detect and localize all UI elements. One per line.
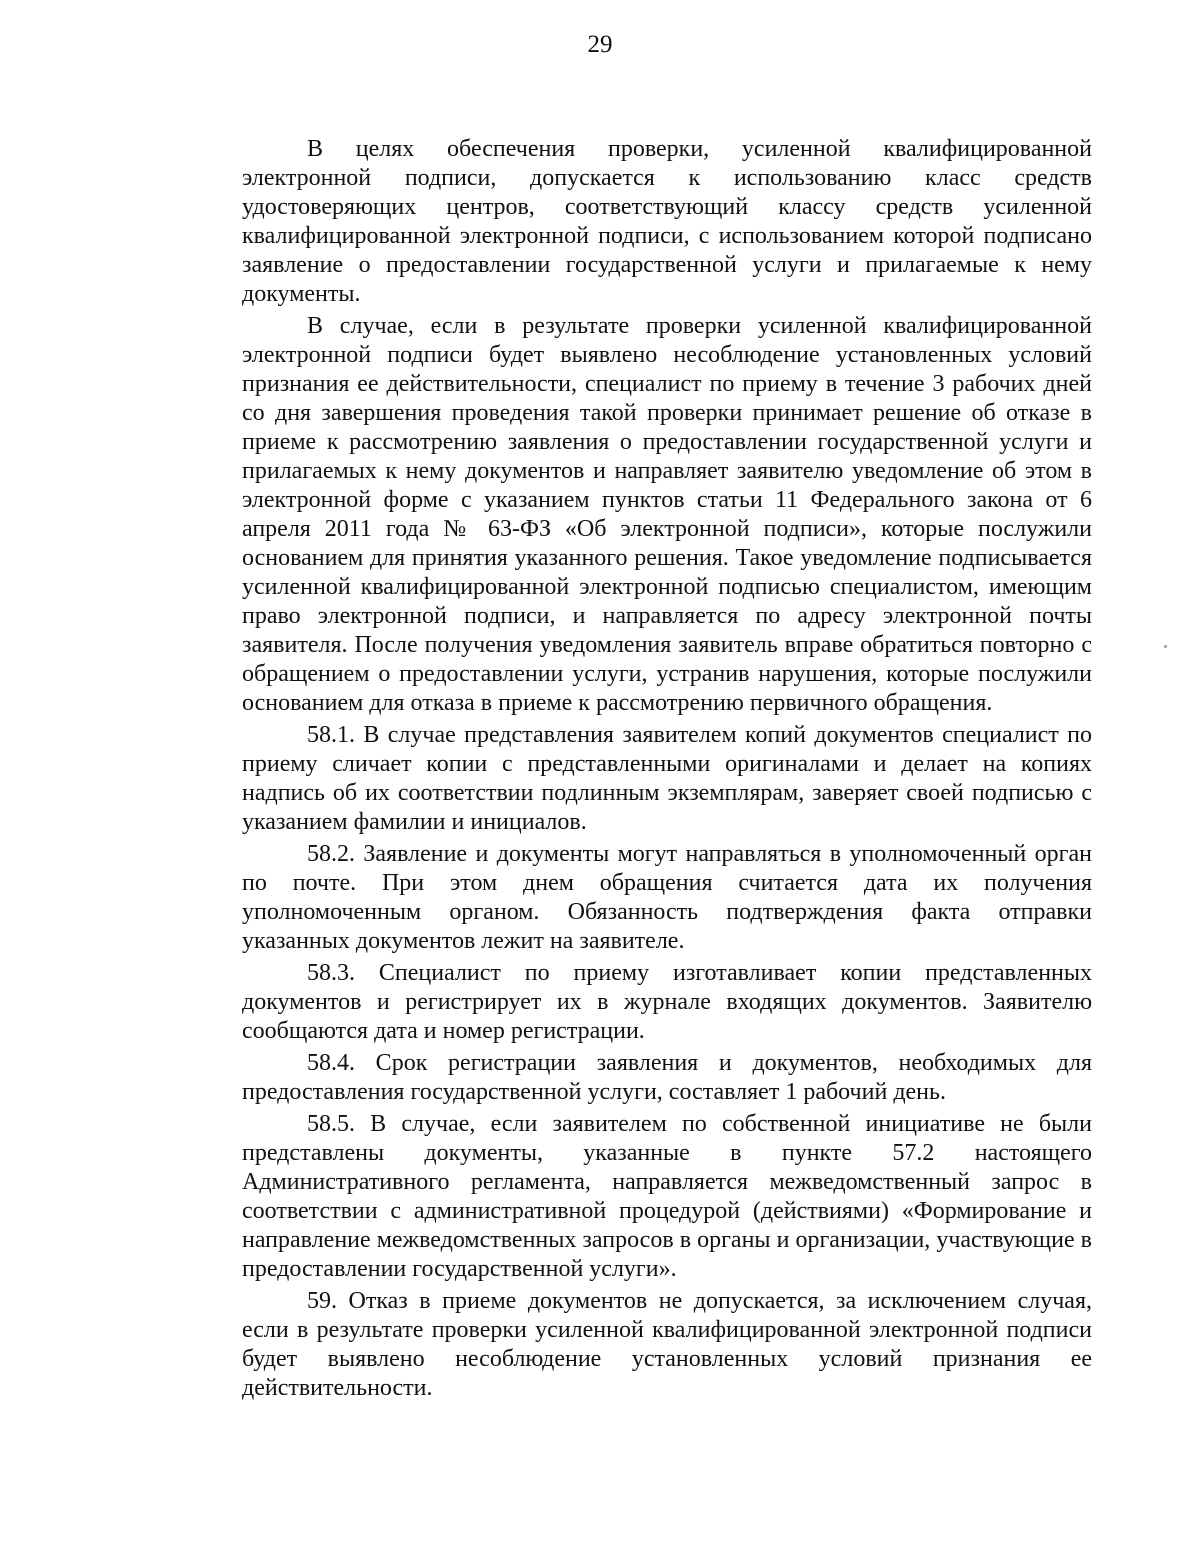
paragraph-58-4: 58.4. Срок регистрации заявления и документов, необходимых для предоставления государственной услуги, составляет 1 рабочий день.	[242, 1050, 1092, 1105]
document-body	[242, 135, 1092, 1406]
paragraph-58-1: 58.1. В случае представления заявителем копий документов специалист по приему сличает копии с представленными оригиналами и делает на копиях надпись об их соответствии подлинным экземплярам, заверяет своей подписью с указанием фамилии и инициалов.	[242, 722, 1092, 835]
page-number: 29	[587, 31, 613, 58]
paragraph-58-5: 58.5. В случае, если заявителем по собственной инициативе не были представлены документы, указанные в пункте 57.2 настоящего Административного регламента, направляется межведомственный запрос в соответствии с административной процедурой (действиями) «Формирование и направление межведомственных запросов в органы и организации, участвующие в предоставлении государственной услуги».	[242, 1111, 1092, 1282]
paragraph-signature-verification-tools: В целях обеспечения проверки, усиленной квалифицированной электронной подписи, допускается к использованию класс средств удостоверяющих центров, соответствующий классу средств усиленной квалифицированной электронной подписи, с использованием которой подписано заявление о предоставлении государственной услуги и прилагаемые к нему документы.	[242, 136, 1092, 307]
paragraph-58-2: 58.2. Заявление и документы могут направляться в уполномоченный орган по почте. При этом днем обращения считается дата их получения уполномоченным органом. Обязанность подтверждения факта отправки указанных документов лежит на заявителе.	[242, 841, 1092, 954]
paragraph-signature-check-failure: В случае, если в результате проверки усиленной квалифицированной электронной подписи будет выявлено несоблюдение установленных условий признания ее действительности, специалист по приему в течение 3 рабочих дней со дня завершения проведения такой проверки принимает решение об отказе в приеме к рассмотрению заявления о предоставлении государственной услуги и прилагаемых к нему документов и направляет заявителю уведомление об этом в электронной форме с указанием пунктов статьи 11 Федерального закона от 6 апреля 2011 года № 63-ФЗ «Об электронной подписи», которые послужили основанием для принятия указанного решения. Такое уведомление подписывается усиленной квалифицированной электронной подписью специалистом, имеющим право электронной подписи, и направляется по адресу электронной почты заявителя. После получения уведомления заявитель вправе обратиться повторно с обращением о предоставлении услуги, устранив нарушения, которые послужили основанием для отказа в приеме к рассмотрению первичного обращения.	[242, 313, 1092, 716]
paragraph-59: 59. Отказ в приеме документов не допускается, за исключением случая, если в результате проверки усиленной квалифицированной электронной подписи будет выявлено несоблюдение установленных условий признания ее действительности.	[242, 1288, 1092, 1401]
scan-speck	[1164, 645, 1167, 648]
paragraph-58-3: 58.3. Специалист по приему изготавливает копии представленных документов и регистрирует их в журнале входящих документов. Заявителю сообщаются дата и номер регистрации.	[242, 960, 1092, 1044]
